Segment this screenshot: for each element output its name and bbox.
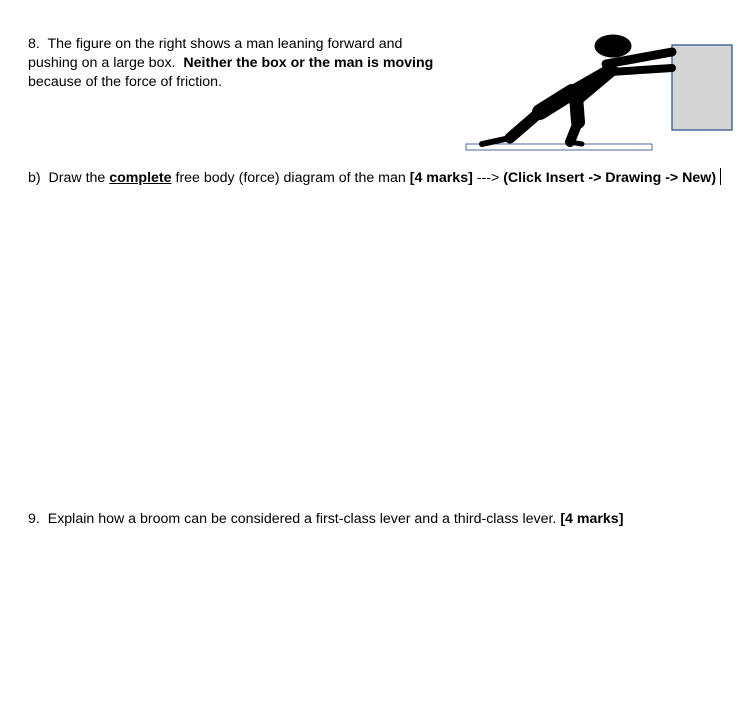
question-8-line-2 — [28, 54, 433, 73]
man-pushing-box-figure — [460, 30, 740, 155]
question-8b-instruction: (Click Insert -> Drawing -> New) — [503, 170, 717, 186]
question-8b-text-after: free body (force) diagram of the man — [175, 170, 406, 186]
question-9-text — [28, 510, 623, 529]
question-8b-marks: [4 marks] — [409, 170, 473, 186]
question-8b-text — [28, 168, 721, 188]
man-pushing-box-icon — [482, 35, 672, 144]
question-8b-underlined: complete — [109, 170, 172, 186]
text-cursor — [720, 168, 721, 185]
question-9-number: 9. — [28, 511, 40, 527]
box — [672, 45, 732, 130]
question-8b-text-before: Draw the — [48, 170, 106, 186]
question-8b-arrow: ---> — [476, 170, 500, 186]
question-8b-label: b) — [28, 170, 41, 186]
question-8-line-2-plain: pushing on a large box. — [28, 55, 176, 71]
floor-plank — [466, 144, 652, 150]
question-9-body: Explain how a broom can be considered a first-class lever and a third-class lever. — [47, 511, 557, 527]
question-8-line-1-text: The figure on the right shows a man leaning forward and — [47, 36, 403, 52]
question-8-line-2-bold: Neither the box or the man is moving — [183, 55, 434, 71]
question-8-line-3: because of the force of friction. — [28, 74, 223, 90]
question-8-line-1 — [28, 35, 433, 54]
question-9-marks: [4 marks] — [560, 511, 624, 527]
question-8-text — [28, 35, 433, 92]
question-8-number: 8. — [28, 36, 40, 52]
